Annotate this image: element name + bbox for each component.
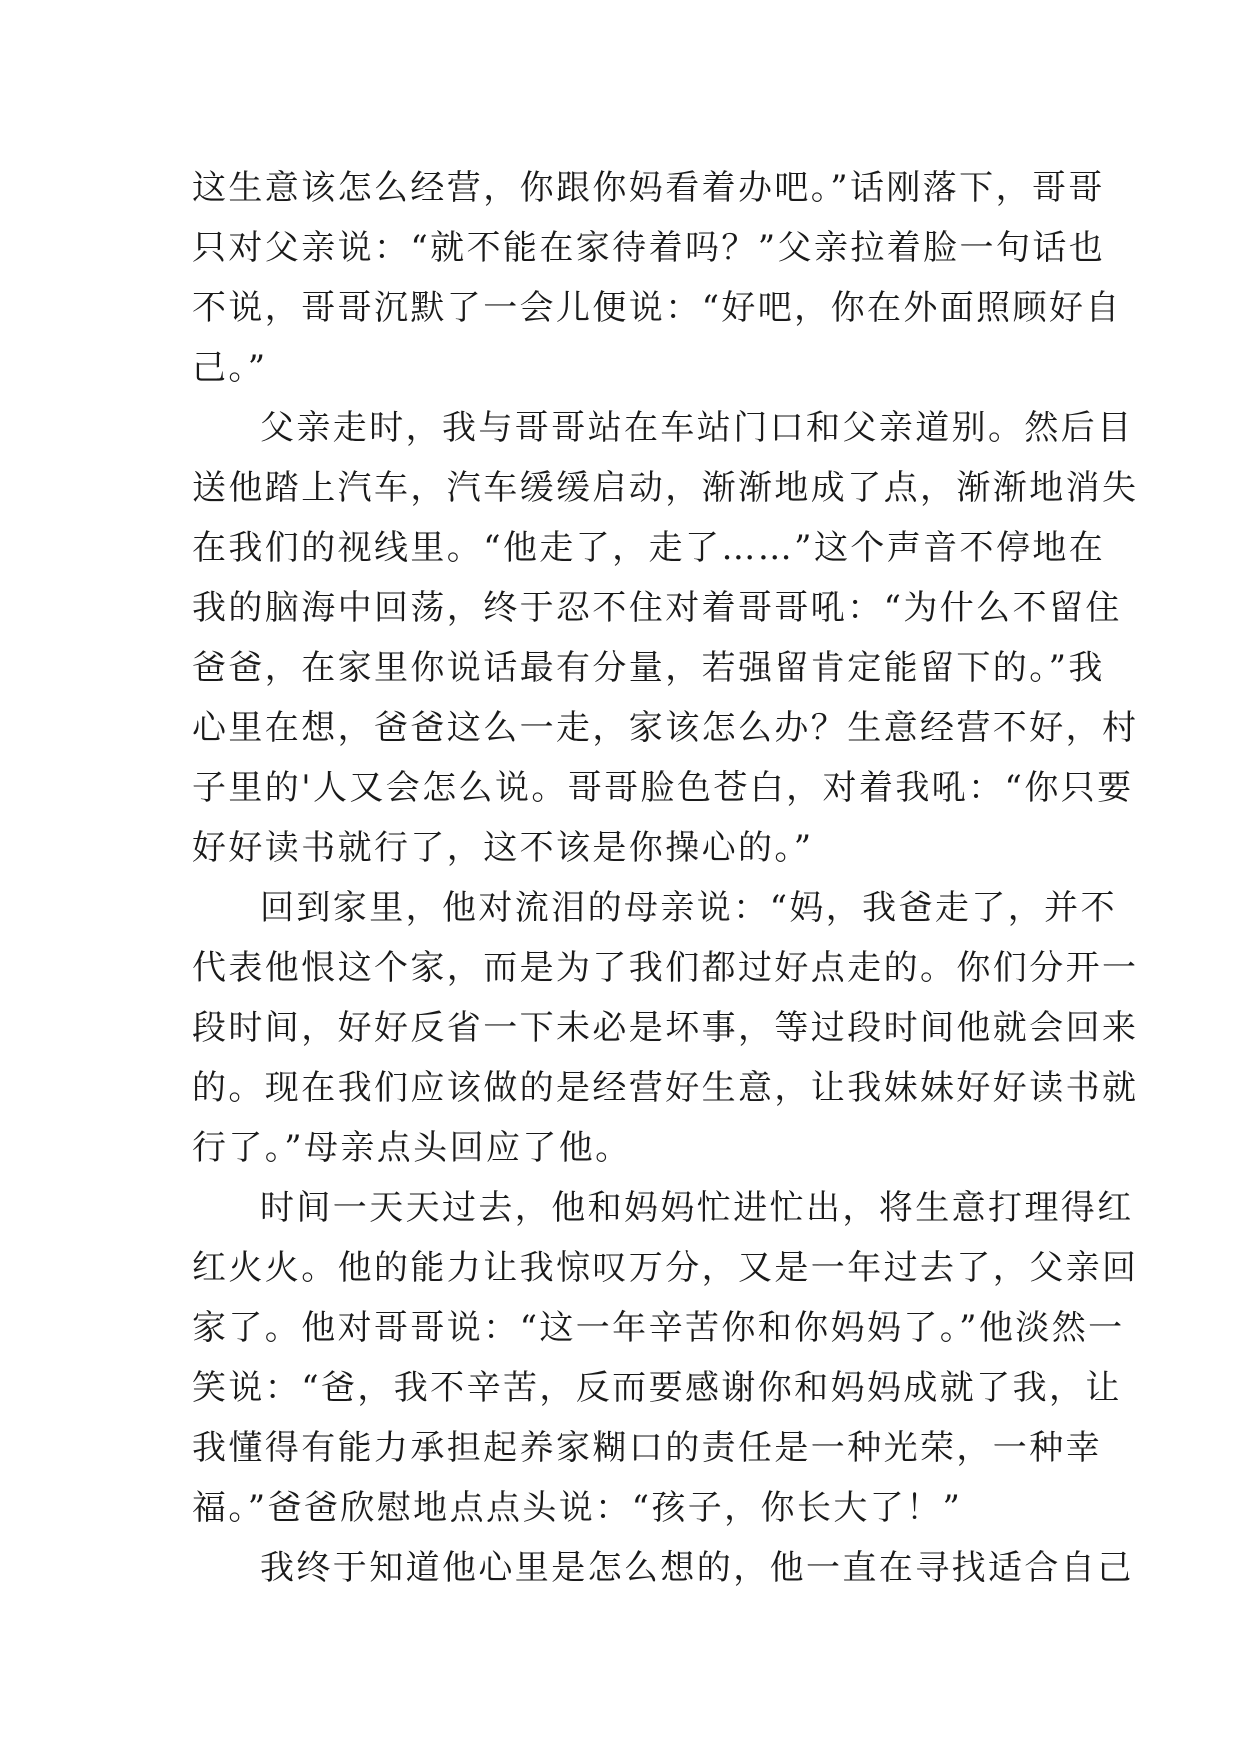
paragraph-first-line: 时间一天天过去，他和妈妈忙进忙出，将生意打理得红	[260, 1188, 1134, 1228]
text-line: 行了。”母亲点头回应了他。	[192, 1128, 632, 1168]
text-line: 不说，哥哥沉默了一会儿便说：“好吧，你在外面照顾好自	[192, 288, 1122, 328]
text-line: 笑说：“爸，我不辛苦，反而要感谢你和妈妈成就了我，让	[192, 1368, 1122, 1408]
text-line: 红火火。他的能力让我惊叹万分，又是一年过去了，父亲回	[192, 1248, 1139, 1288]
text-line: 好好读书就行了，这不该是你操心的。”	[192, 828, 814, 868]
text-line: 的。现在我们应该做的是经营好生意，让我妹妹好好读书就	[192, 1068, 1139, 1108]
text-line: 家了。他对哥哥说：“这一年辛苦你和你妈妈了。”他淡然一	[192, 1308, 1125, 1348]
text-line: 子里的'人又会怎么说。哥哥脸色苍白，对着我吼：“你只要	[192, 768, 1134, 808]
text-line: 代表他恨这个家，而是为了我们都过好点走的。你们分开一	[192, 948, 1139, 988]
text-line: 己。”	[192, 348, 268, 388]
body-text	[192, 158, 1139, 1598]
text-line: 心里在想，爸爸这么一走，家该怎么办？生意经营不好，村	[192, 708, 1139, 748]
text-line: 爸爸，在家里你说话最有分量，若强留肯定能留下的。”我	[192, 648, 1105, 688]
paragraph-first-line: 父亲走时，我与哥哥站在车站门口和父亲道别。然后目	[260, 408, 1134, 448]
text-line: 段时间，好好反省一下未必是坏事，等过段时间他就会回来	[192, 1008, 1139, 1048]
paragraph-first-line: 我终于知道他心里是怎么想的，他一直在寻找适合自己	[260, 1548, 1134, 1588]
text-line: 我懂得有能力承担起养家糊口的责任是一种光荣，一种幸	[192, 1428, 1102, 1468]
paragraph-first-line: 回到家里，他对流泪的母亲说：“妈，我爸走了，并不	[260, 888, 1117, 928]
text-line: 福。”爸爸欣慰地点点头说：“孩子，你长大了！”	[192, 1488, 963, 1528]
text-line: 送他踏上汽车，汽车缓缓启动，渐渐地成了点，渐渐地消失	[192, 468, 1139, 508]
text-line: 在我们的视线里。“他走了，走了……”这个声音不停地在	[192, 528, 1106, 568]
text-line: 我的脑海中回荡，终于忍不住对着哥哥吼：“为什么不留住	[192, 588, 1122, 628]
text-line: 只对父亲说：“就不能在家待着吗？”父亲拉着脸一句话也	[192, 228, 1106, 268]
text-line: 这生意该怎么经营，你跟你妈看着办吧。”话刚落下，哥哥	[192, 168, 1105, 208]
